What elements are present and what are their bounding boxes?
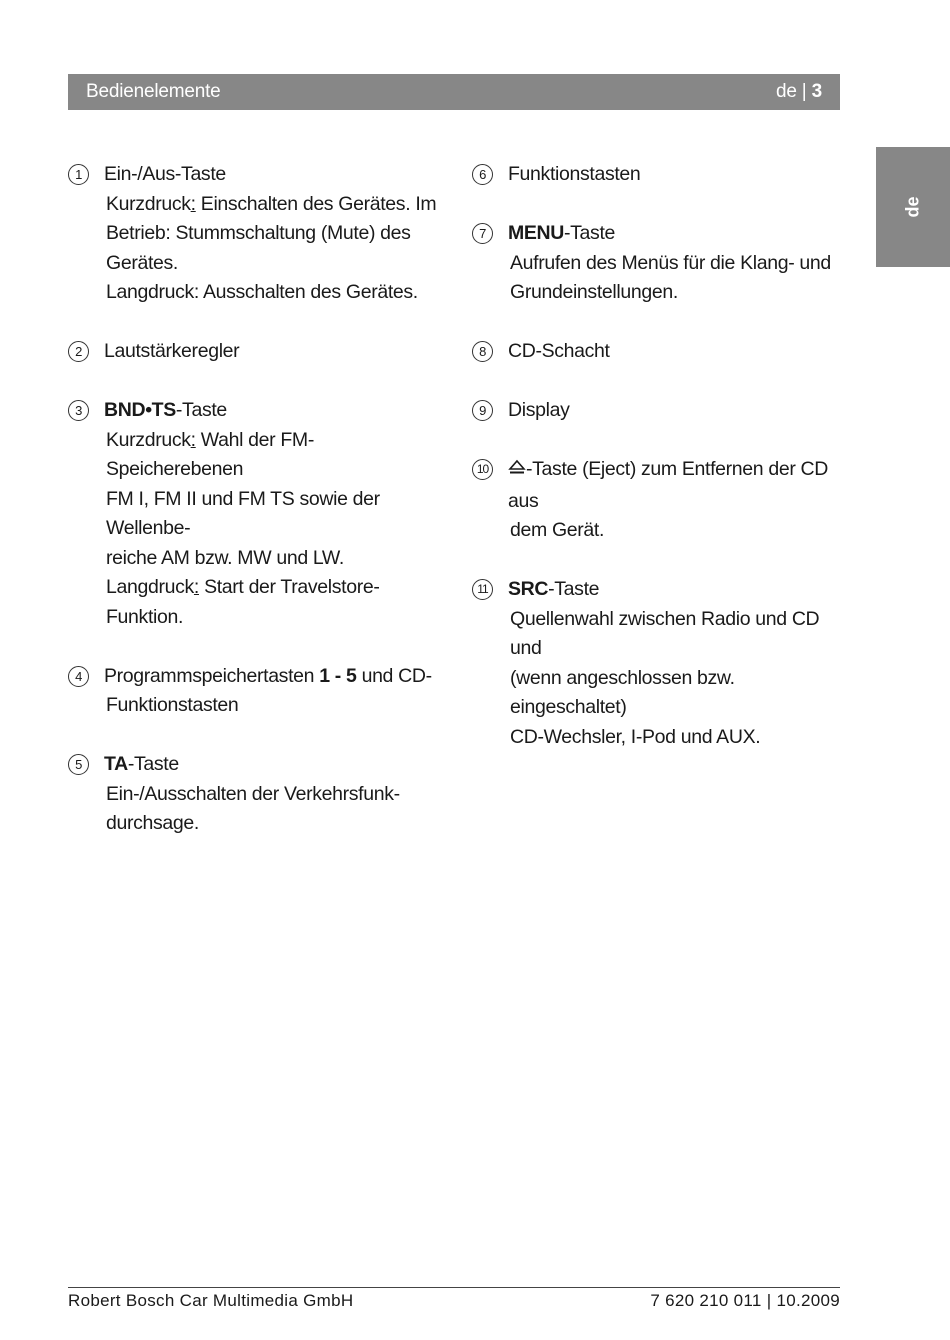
item-description-line: [104, 780, 448, 810]
item-title-text: Ein-/Aus-Taste: [104, 163, 226, 185]
item-title: [508, 396, 848, 426]
item-description-line: [104, 809, 448, 839]
desc-text: durchsage.: [106, 812, 199, 834]
item-description-line: [508, 664, 848, 723]
desc-text: FM I, FM II und FM TS sowie der Wellenbe-: [106, 487, 380, 539]
spacer: [68, 308, 448, 338]
list-item: [68, 396, 448, 632]
list-item: [472, 455, 848, 546]
list-item: [472, 337, 848, 367]
item-title-suffix: -Taste: [564, 222, 616, 244]
desc-text-rest: Einschalten des Gerätes. Im: [195, 192, 437, 215]
footer-company: Robert Bosch Car Multimedia GmbH: [68, 1291, 354, 1310]
language-tab: [876, 147, 950, 267]
item-number-badge: 11: [472, 579, 493, 600]
item-title-suffix: -Taste: [127, 753, 179, 775]
desc-text: Langdruck: [106, 576, 194, 598]
list-item: [68, 337, 448, 367]
spacer: [472, 308, 848, 338]
item-title: [508, 160, 848, 190]
desc-text: Langdruck: Ausschalten des Gerätes.: [106, 281, 418, 303]
item-description-line: [104, 249, 448, 279]
item-description-line: [104, 691, 448, 721]
list-item: [472, 396, 848, 426]
item-title: [508, 219, 848, 249]
language-tab-label: de: [902, 196, 923, 218]
spacer: [68, 367, 448, 397]
item-title-bold: BND•TS: [104, 399, 176, 421]
item-description-line: [508, 516, 848, 546]
footer-divider: [68, 1287, 840, 1288]
item-title-bold: SRC: [508, 578, 549, 600]
item-title-text: Programmspeichertasten: [104, 664, 320, 687]
item-description-line: [508, 249, 848, 279]
item-description-line: [104, 573, 448, 603]
desc-text: Gerätes.: [106, 251, 178, 274]
desc-text: Betrieb: Stummschaltung (Mute) des: [106, 222, 411, 244]
desc-underlined-colon: :: [190, 192, 196, 215]
item-description-line: [104, 190, 448, 220]
desc-text: Aufrufen des Menüs für die Klang- und: [510, 251, 831, 274]
spacer: [472, 367, 848, 397]
page-number: 3: [811, 81, 822, 102]
item-title: [104, 396, 448, 426]
page-indicator: [776, 81, 822, 103]
desc-text: Funktionstasten: [106, 694, 239, 716]
item-number-badge: 6: [472, 164, 493, 185]
desc-text: reiche AM bzw. MW und LW.: [106, 546, 344, 569]
item-number-badge: 4: [68, 666, 89, 687]
item-title: [104, 160, 448, 190]
list-item: [68, 750, 448, 839]
desc-text: CD-Wechsler, I-Pod und AUX.: [510, 725, 761, 748]
item-title-bold: TA: [104, 753, 128, 775]
header-bar: [68, 74, 840, 110]
item-title-text: Lautstärkeregler: [104, 340, 240, 362]
eject-icon: [508, 457, 526, 487]
desc-underlined-colon: :: [193, 576, 199, 598]
item-title-text: CD-Schacht: [508, 340, 610, 362]
item-number-badge: 1: [68, 164, 89, 185]
item-title: [508, 455, 848, 516]
spacer: [472, 546, 848, 576]
item-title-suffix: -Taste: [175, 399, 227, 421]
item-number-badge: 8: [472, 341, 493, 362]
item-title: [508, 337, 848, 367]
item-description-line: [104, 603, 448, 633]
item-number-badge: 10: [472, 459, 493, 480]
desc-text: Kurzdruck: [106, 428, 191, 451]
item-number-badge: 3: [68, 400, 89, 421]
spacer: [472, 426, 848, 456]
lang-code: de: [775, 81, 797, 102]
desc-text: dem Gerät.: [510, 519, 605, 541]
desc-text: Kurzdruck: [106, 192, 191, 215]
separator: |: [796, 81, 812, 102]
item-title-suffix: -Taste (Eject) zum Entfernen der CD aus: [508, 458, 829, 512]
item-description-line: [104, 485, 448, 544]
list-item: [68, 662, 448, 721]
item-number-badge: 9: [472, 400, 493, 421]
item-title-suffix: -Taste: [548, 578, 600, 600]
desc-underlined-colon: :: [190, 428, 196, 451]
item-number-badge: 7: [472, 223, 493, 244]
list-item: [472, 219, 848, 308]
item-number-badge: 5: [68, 754, 89, 775]
footer-doc-number: 7 620 210 011 | 10.2009: [650, 1291, 840, 1310]
item-description-line: [104, 219, 448, 249]
item-title: [104, 662, 448, 692]
right-column: [472, 160, 848, 752]
item-title: [104, 337, 448, 367]
list-item: [68, 160, 448, 308]
list-item: [472, 160, 848, 190]
item-description-line: [508, 605, 848, 664]
desc-text-rest: Wahl der FM-Speicherebenen: [106, 428, 314, 480]
item-title-bold: MENU: [508, 222, 565, 244]
item-title-bold: 1 - 5: [319, 664, 357, 687]
item-title-text: Funktionstasten: [508, 163, 641, 185]
item-number-badge: 2: [68, 341, 89, 362]
spacer: [68, 721, 448, 751]
item-title-text: Display: [508, 399, 570, 421]
item-description-line: [104, 544, 448, 574]
item-title: [508, 575, 848, 605]
left-column: [68, 160, 448, 839]
footer: [68, 1291, 840, 1311]
desc-text: Quellenwahl zwischen Radio und CD und: [510, 607, 820, 659]
desc-text: Ein-/Ausschalten der Verkehrsfunk-: [106, 782, 400, 805]
list-item: [472, 575, 848, 752]
item-title-end: und CD-: [356, 664, 432, 687]
item-description-line: [104, 278, 448, 308]
item-description-line: [508, 723, 848, 753]
section-title: Bedienelemente: [86, 81, 221, 102]
desc-text: Funktion.: [106, 605, 184, 628]
item-title: [104, 750, 448, 780]
item-description-line: [508, 278, 848, 308]
desc-text: (wenn angeschlossen bzw. eingeschaltet): [510, 666, 735, 718]
spacer: [68, 632, 448, 662]
desc-text: Grundeinstellungen.: [510, 281, 678, 303]
desc-text-rest: Start der Travelstore-: [199, 576, 380, 598]
item-description-line: [104, 426, 448, 485]
spacer: [472, 190, 848, 220]
